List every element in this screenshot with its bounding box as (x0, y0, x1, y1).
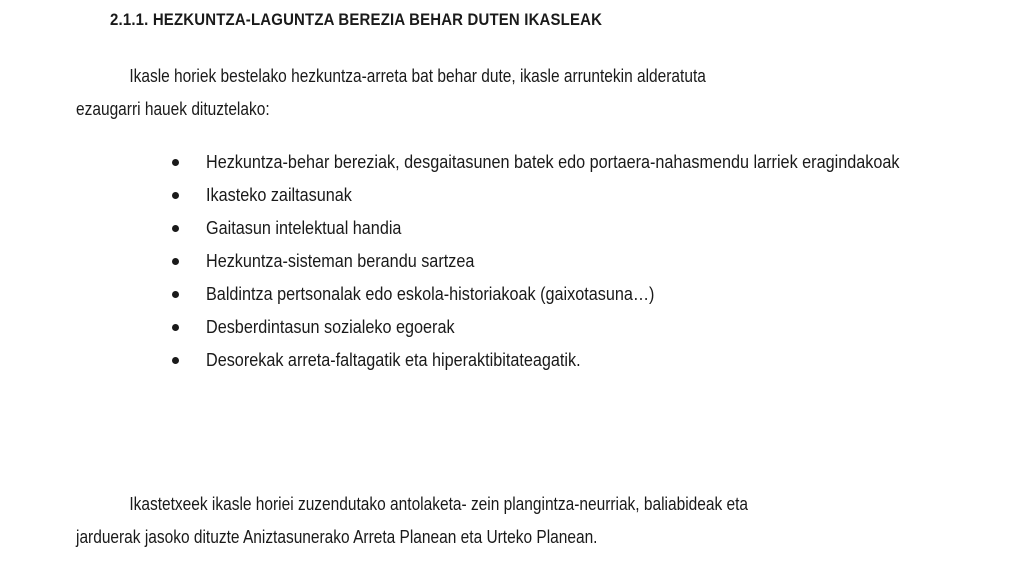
list-item (172, 179, 996, 212)
list-item-text: Gaitasun intelektual handia (206, 218, 402, 238)
bullet-icon (172, 225, 179, 232)
list-item-text: Hezkuntza-behar bereziak, desgaitasunen batek edo portaera-nahasmendu larriek eragindakoak (206, 152, 900, 172)
bullet-icon (172, 192, 179, 199)
bullet-icon (172, 291, 179, 298)
closing-line-1: Ikastetxeek ikasle horiei zuzendutako antolaketa- zein plangintza-neurriak, baliabideak eta (129, 494, 749, 514)
list-item (172, 245, 996, 278)
closing-line-2: jarduerak jasoko dituzte Aniztasunerako Arreta Planean eta Urteko Planean. (76, 527, 598, 547)
list-item (172, 212, 996, 245)
bullet-icon (172, 258, 179, 265)
intro-line-2: ezaugarri hauek dituztelako: (76, 99, 270, 119)
list-item-text: Baldintza pertsonalak edo eskola-historiakoak (gaixotasuna…) (206, 284, 655, 304)
intro-line-1: Ikasle horiek bestelako hezkuntza-arreta bat behar dute, ikasle arruntekin alderatuta (129, 66, 706, 86)
closing-paragraph (76, 488, 896, 554)
list-item-text: Ikasteko zailtasunak (206, 185, 352, 205)
list-item (172, 146, 996, 179)
list-item (172, 344, 996, 377)
list-item-text: Desberdintasun sozialeko egoerak (206, 317, 455, 337)
section-heading: 2.1.1. HEZKUNTZA-LAGUNTZA BEREZIA BEHAR DUTEN IKASLEAK (110, 10, 603, 29)
bullet-icon (172, 357, 179, 364)
intro-paragraph (76, 60, 896, 126)
bullet-icon (172, 159, 179, 166)
needs-list (172, 146, 996, 377)
list-item-text: Desorekak arreta-faltagatik eta hiperaktibitateagatik. (206, 350, 581, 370)
list-item (172, 278, 996, 311)
list-item-text: Hezkuntza-sisteman berandu sartzea (206, 251, 475, 271)
list-item (172, 311, 996, 344)
bullet-icon (172, 324, 179, 331)
